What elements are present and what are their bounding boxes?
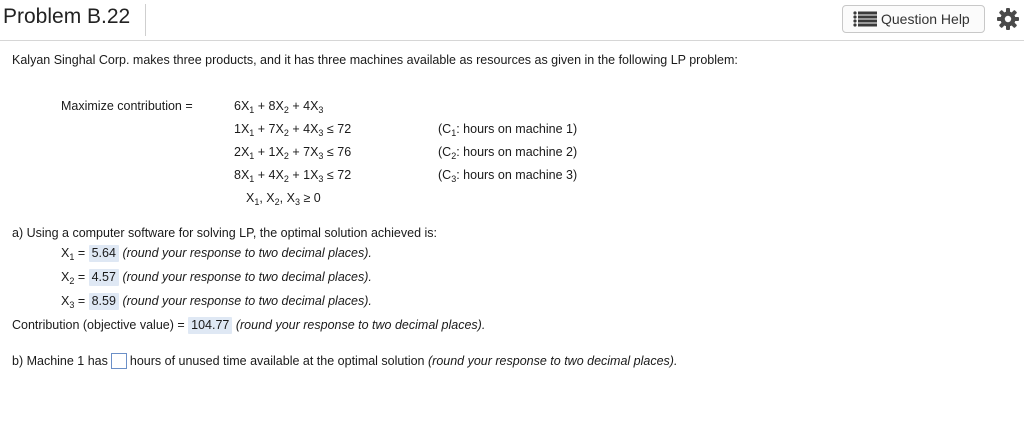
part-b-suffix: hours of unused time available at the optimal solution [129, 354, 428, 368]
constraint-2: $2X_1 + 1X_2 + 7X_3 \le 76$ [234, 145, 352, 161]
x1-hint: (round your response to two decimal places). [122, 246, 372, 260]
contribution-hint: (round your response to two decimal places). [235, 318, 486, 332]
objective-function: $6X_1 + 8X_2 + 4X_3$ [234, 99, 324, 115]
x3-hint: (round your response to two decimal places). [122, 294, 372, 308]
contribution-label: Contribution (objective value) = [12, 318, 189, 332]
part-b-hint: (round your response to two decimal places). [428, 354, 678, 368]
page-title: Problem B.22 [3, 5, 131, 28]
title-divider [145, 4, 146, 36]
x2-hint: (round your response to two decimal places). [122, 270, 372, 284]
constraint-note-2: ($C_2$: hours on machine 2) [438, 145, 578, 161]
x3-answer[interactable]: 8.59 [89, 293, 119, 310]
contribution-row [12, 317, 485, 334]
part-a-prompt: a) Using a computer software for solving LP, the optimal solution achieved is: [12, 226, 437, 240]
part-b-row [12, 353, 677, 369]
contribution-answer[interactable]: 104.77 [188, 317, 232, 334]
constraint-3: $8X_1 + 4X_2 + 1X_3 \le 72$ [234, 168, 352, 184]
constraint-note-1: ($C_1$: hours on machine 1) [438, 122, 578, 138]
question-help-button[interactable] [842, 5, 985, 33]
gear-icon[interactable] [996, 7, 1020, 31]
problem-intro: Kalyan Singhal Corp. makes three products, and it has three machines available as resources as given in the following LP problem: [12, 53, 738, 67]
constraint-note-3: ($C_3$: hours on machine 3) [438, 168, 578, 184]
constraint-1: $1X_1 + 7X_2 + 4X_3 \le 72$ [234, 122, 352, 138]
x1-answer[interactable]: 5.64 [89, 245, 119, 262]
list-icon [853, 11, 877, 27]
question-help-label: Question Help [881, 11, 970, 27]
unused-hours-input[interactable] [111, 353, 127, 369]
header-bar [0, 0, 1024, 41]
solution-row-x2: $X_2 = 4.57$ (round your response to two decimal places). [61, 270, 372, 286]
nonnegativity-constraint: $X_1$, $X_2$, $X_3 \ge 0$ [246, 191, 321, 207]
maximize-label: Maximize contribution = [61, 99, 193, 113]
solution-row-x1: $X_1 = 5.64$ (round your response to two decimal places). [61, 246, 372, 262]
solution-row-x3: $X_3 = 8.59$ (round your response to two decimal places). [61, 294, 372, 310]
part-b-prefix: b) Machine 1 has [12, 354, 108, 368]
x2-answer[interactable]: 4.57 [89, 269, 119, 286]
